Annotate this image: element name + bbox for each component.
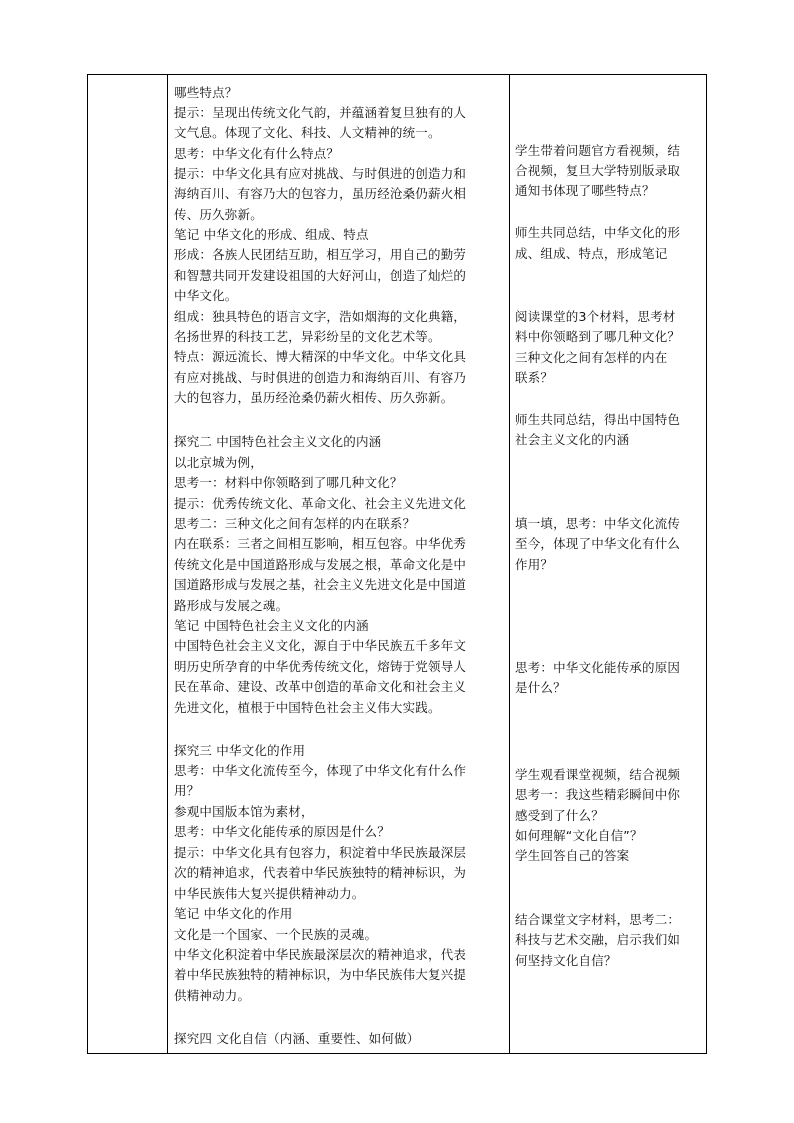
activity-line: 师生共同总结，得出中国特色 [515, 412, 681, 427]
content-line: 用？ [174, 783, 200, 798]
content-line: 中华文化积淀着中华民族最深层次的精神追求，代表 [174, 947, 467, 962]
content-line: 明历史所孕育的中华优秀传统文化，熔铸于党领导人 [174, 659, 467, 674]
content-column [168, 75, 510, 1053]
content-line: 文化是一个国家、一个民族的灵魂。 [174, 927, 378, 942]
content-line: 传、历久弥新。 [174, 207, 263, 222]
content-line: 探究三 中华文化的作用 [174, 743, 306, 758]
content-line: 中国特色社会主义文化，源自于中华民族五千多年文 [174, 638, 467, 653]
activity-line: 阅读课堂的3个材料，思考材 [515, 309, 676, 324]
content-line: 形成：各族人民团结互助，相互学习，用自己的勤劳 [174, 247, 467, 262]
content-line: 思考：中华文化有什么特点？ [174, 146, 340, 161]
content-line: 提示：中华文化具有包容力，积淀着中华民族最深层 [174, 845, 467, 860]
content-line: 提示：中华文化具有应对挑战、与时俱进的创造力和 [174, 166, 467, 181]
content-line: 思考二：三种文化之间有怎样的内在联系？ [174, 516, 416, 531]
empty-left-column [88, 75, 168, 1053]
content-line: 哪些特点？ [174, 85, 238, 100]
content-line: 次的精神追求，代表着中华民族独特的精神标识，为 [174, 865, 467, 880]
content-line: 提示：呈现出传统文化气韵，并蕴涵着复旦独有的人 [174, 105, 467, 120]
content-line: 组成：独具特色的语言文字，浩如烟海的文化典籍， [174, 309, 467, 324]
content-line: 思考：中华文化能传承的原因是什么？ [174, 824, 390, 839]
content-line: 探究二 中国特色社会主义文化的内涵 [174, 434, 382, 449]
activity-line: 三种文化之间有怎样的内在 [515, 350, 668, 365]
content-line: 路形成与发展之魂。 [174, 598, 289, 613]
activity-line: 思考：中华文化能传承的原因 [515, 660, 681, 675]
content-line: 国道路形成与发展之基，社会主义先进文化是中国道 [174, 577, 467, 592]
lesson-plan-table [87, 74, 707, 1054]
activity-line: 至今，体现了中华文化有什么 [515, 536, 681, 551]
content-line: 传统文化是中国道路形成与发展之根，革命文化是中 [174, 557, 467, 572]
content-line: 供精神动力。 [174, 988, 251, 1003]
content-line: 文气息。体现了文化、科技、人文精神的统一。 [174, 125, 441, 140]
activity-line: 思考一：我这些精彩瞬间中你 [515, 787, 681, 802]
activity-line: 学生回答自己的答案 [515, 848, 630, 863]
activity-line: 社会主义文化的内涵 [515, 432, 630, 447]
content-line: 大的包容力，虽历经沧桑仍薪火相传、历久弥新。 [174, 390, 454, 405]
content-line: 着中华民族独特的精神标识，为中华民族伟大复兴提 [174, 967, 467, 982]
content-line: 笔记 中国特色社会主义文化的内涵 [174, 618, 369, 633]
content-line: 民在革命、建设、改革中创造的革命文化和社会主义 [174, 679, 467, 694]
activity-line: 何坚持文化自信？ [515, 953, 617, 968]
activity-column [510, 75, 706, 1053]
content-line: 以北京城为例， [174, 455, 263, 470]
content-line: 内在联系：三者之间相互影响，相互包容。中华优秀 [174, 536, 467, 551]
content-line: 思考一：材料中你领略到了哪几种文化？ [174, 475, 403, 490]
content-line: 名扬世界的科技工艺，异彩纷呈的文化艺术等。 [174, 329, 441, 344]
content-line: 特点：源远流长、博大精深的中华文化。中华文化具 [174, 349, 467, 364]
activity-line: 结合课堂文字材料，思考二： [515, 912, 681, 927]
content-line: 探究四 文化自信（内涵、重要性、如何做） [174, 1031, 420, 1046]
activity-line: 学生观看课堂视频，结合视频 [515, 767, 681, 782]
activity-line: 科技与艺术交融，启示我们如 [515, 932, 681, 947]
content-line: 有应对挑战、与时俱进的创造力和海纳百川、有容乃 [174, 370, 467, 385]
activity-line: 联系？ [515, 370, 554, 385]
activity-line: 料中你领略到了哪几种文化？ [515, 329, 681, 344]
activity-line: 学生带着问题官方看视频，结 [515, 143, 681, 158]
content-line: 参观中国版本馆为素材， [174, 804, 314, 819]
content-line: 先进文化，植根于中国特色社会主义伟大实践。 [174, 700, 441, 715]
content-line: 中华文化。 [174, 288, 238, 303]
activity-line: 感受到了什么？ [515, 808, 604, 823]
content-line: 提示：优秀传统文化、革命文化、社会主义先进文化 [174, 496, 467, 511]
activity-line: 填一填，思考：中华文化流传 [515, 516, 681, 531]
activity-line: 如何理解“文化自信”？ [515, 828, 643, 843]
content-line: 中华民族伟大复兴提供精神动力。 [174, 886, 365, 901]
activity-line: 是什么？ [515, 680, 566, 695]
content-line: 海纳百川、有容乃大的包容力，虽历经沧桑仍薪火相 [174, 186, 467, 201]
content-line: 笔记 中华文化的作用 [174, 906, 293, 921]
activity-line: 作用？ [515, 557, 554, 572]
content-line: 和智慧共同开发建设祖国的大好河山，创造了灿烂的 [174, 268, 467, 283]
content-line: 思考：中华文化流传至今，体现了中华文化有什么作 [174, 763, 467, 778]
activity-line: 师生共同总结，中华文化的形 [515, 225, 681, 240]
activity-line: 通知书体现了哪些特点？ [515, 183, 655, 198]
content-line: 笔记 中华文化的形成、组成、特点 [174, 227, 369, 242]
activity-line: 成、组成、特点，形成笔记 [515, 246, 668, 261]
activity-line: 合视频，复旦大学特别版录取 [515, 163, 681, 178]
